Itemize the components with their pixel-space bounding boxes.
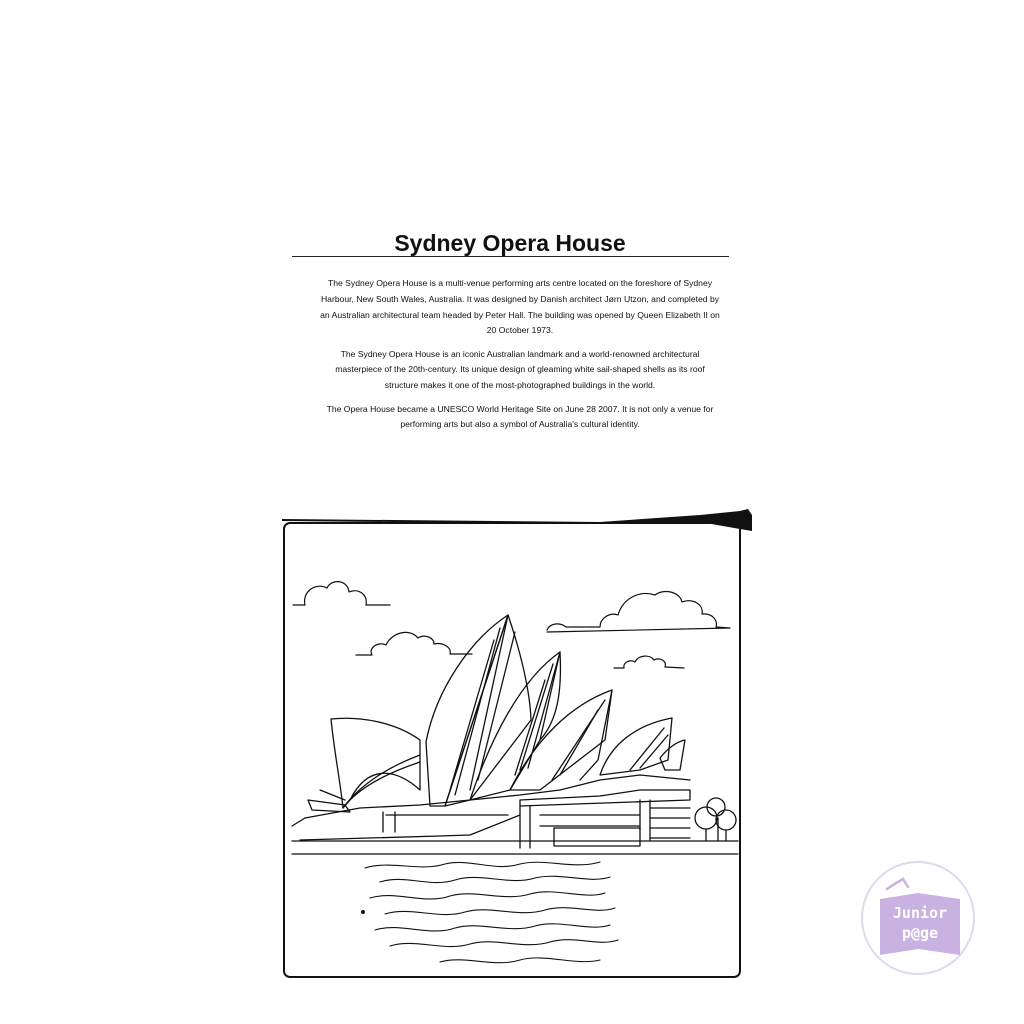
page-title: Sydney Opera House xyxy=(394,230,626,257)
opera-house-building xyxy=(292,615,736,848)
water-reflections xyxy=(362,862,618,963)
frame-top-stroke xyxy=(282,509,752,531)
logo-text-page: p@ge xyxy=(901,924,939,942)
junior-page-logo xyxy=(861,861,975,975)
paragraph-2: The Sydney Opera House is an iconic Australian landmark and a world-renowned architectural masterpiece of the 20th-century. Its unique design of gleaming white sail-shaped shells as its roof structure makes it one of the most-photographed buildings in the world. xyxy=(335,348,705,391)
harbour-line xyxy=(292,841,738,854)
paragraph-1: The Sydney Opera House is a multi-venue performing arts centre located on the foreshore of Sydney Harbour, New South Wales, Australia. It was designed by Danish architect Jørn Utzon, and completed by an Australian architectural team headed by Peter Hall. The building was opened by Queen Elizabeth II on 20 October 1973. xyxy=(320,278,720,336)
logo-text-junior: Junior xyxy=(892,904,948,922)
paragraph-3: The Opera House became a UNESCO World Heritage Site on June 28 2007. It is not only a venue for performing arts but also a symbol of Australia's cultural identity. xyxy=(326,403,714,430)
